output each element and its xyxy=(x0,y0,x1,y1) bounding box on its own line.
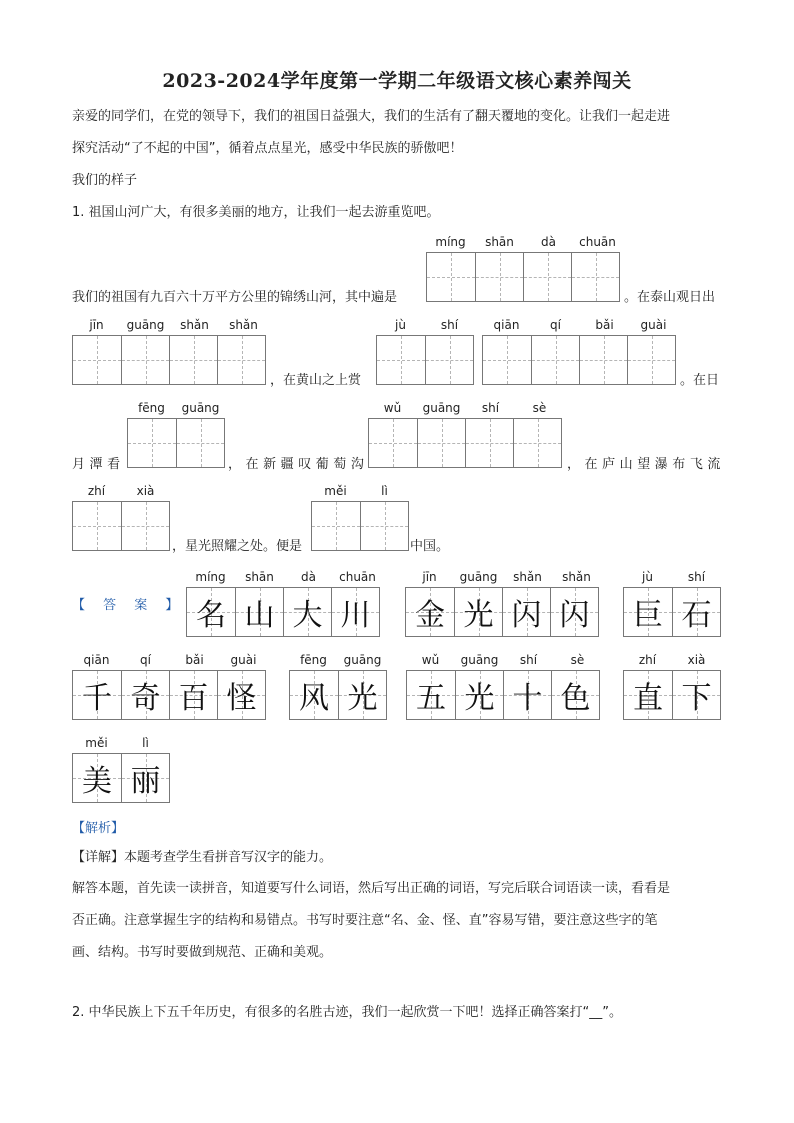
pinyin-label: shǎn xyxy=(513,570,542,584)
tianzige-cell xyxy=(579,336,627,384)
pinyin-label: jù xyxy=(395,318,406,332)
answer-character: 直 xyxy=(633,681,663,716)
tianzige-grid xyxy=(72,335,266,385)
q1-text-f: ，在新疆叹葡萄沟 xyxy=(228,457,369,472)
pinyin-label: lì xyxy=(381,484,388,498)
answer-character: 大 xyxy=(292,598,323,633)
tianzige-cell xyxy=(406,588,454,636)
tianzige-cell xyxy=(73,336,121,384)
tianzige-grid xyxy=(127,418,225,468)
tianzige-grid xyxy=(405,587,599,637)
tianzige-cell xyxy=(503,671,551,719)
tianzige-cell xyxy=(331,588,379,636)
tianzige-grid xyxy=(406,670,600,720)
q1-text-b: 。在泰山观日出 xyxy=(624,290,716,305)
pinyin-label: zhí xyxy=(87,484,106,498)
pinyin-label: sè xyxy=(532,401,547,415)
answer-character: 金 xyxy=(415,598,445,633)
pinyin-label: shǎn xyxy=(180,318,209,332)
tianzige-cell xyxy=(290,671,338,719)
tianzige-cell xyxy=(176,419,224,467)
answer-label: 【 答 案 】 xyxy=(72,598,186,613)
pinyin-label: shí xyxy=(519,653,538,667)
detail-line: 【详解】本题考查学生看拼音写汉字的能力。 xyxy=(72,850,333,865)
tianzige-cell xyxy=(624,588,672,636)
pinyin-label: shān xyxy=(245,570,274,584)
pinyin-label: jù xyxy=(642,570,653,584)
tianzige-cell xyxy=(369,419,417,467)
tianzige-cell xyxy=(73,671,121,719)
answer-character: 光 xyxy=(463,598,494,633)
explain-line-1: 解答本题，首先读一读拼音，知道要写什么词语，然后写出正确的词语，写完后联合词语读一读，看看是 xyxy=(72,881,671,896)
pinyin-label: qí xyxy=(550,318,561,332)
pinyin-label: fēng xyxy=(138,401,165,415)
tianzige-grid xyxy=(186,587,380,637)
pinyin-label: qiān xyxy=(493,318,520,332)
tianzige-cell xyxy=(672,588,720,636)
answer-character: 十 xyxy=(512,681,543,716)
tianzige-cell xyxy=(427,253,475,301)
pinyin-label: lì xyxy=(142,736,149,750)
tianzige-cell xyxy=(483,336,531,384)
tianzige-grid xyxy=(623,670,721,720)
q1-text-c: ，在黄山之上赏 xyxy=(270,373,362,388)
pinyin-label: guāng xyxy=(343,653,382,667)
explain-line-2: 否正确。注意掌握生字的结构和易错点。书写时要注意“名、金、怪、直”容易写错，要注意这些字的笔 xyxy=(72,913,658,928)
pinyin-label: dà xyxy=(541,235,556,249)
tianzige-cell xyxy=(169,336,217,384)
tianzige-cell xyxy=(73,502,121,550)
analysis-label: 【解析】 xyxy=(72,821,125,836)
pinyin-label: shān xyxy=(485,235,514,249)
tianzige-cell xyxy=(169,671,217,719)
tianzige-cell xyxy=(121,502,169,550)
answer-character: 怪 xyxy=(226,681,257,716)
answer-character: 五 xyxy=(416,681,446,716)
tianzige-cell xyxy=(627,336,675,384)
answer-character: 闪 xyxy=(559,598,590,633)
tianzige-grid xyxy=(72,753,170,803)
tianzige-grid xyxy=(368,418,562,468)
answer-character: 光 xyxy=(347,681,378,716)
answer-character: 丽 xyxy=(130,764,161,799)
q1-text-h: ，星光照耀之处。便是 xyxy=(172,539,303,554)
tianzige-cell xyxy=(312,502,360,550)
q1-text-i: 中国。 xyxy=(410,539,450,554)
pinyin-label: xià xyxy=(687,653,706,667)
pinyin-label: jīn xyxy=(89,318,104,332)
tianzige-cell xyxy=(502,588,550,636)
tianzige-cell xyxy=(465,419,513,467)
q2-stem: 2. 中华民族上下五千年历史，有很多的名胜古迹，我们一起欣赏一下吧！选择正确答案打“__”。 xyxy=(72,1005,623,1020)
answer-character: 下 xyxy=(681,681,712,716)
tianzige-cell xyxy=(425,336,473,384)
page-title: 2023-2024学年度第一学期二年级语文核心素养闯关 xyxy=(162,70,632,92)
tianzige-cell xyxy=(187,588,235,636)
pinyin-label: chuān xyxy=(579,235,616,249)
answer-character: 千 xyxy=(82,681,112,716)
pinyin-label: míng xyxy=(435,235,466,249)
answer-character: 美 xyxy=(82,764,112,799)
tianzige-cell xyxy=(550,588,598,636)
tianzige-cell xyxy=(283,588,331,636)
answer-character: 百 xyxy=(178,681,209,716)
pinyin-label: měi xyxy=(324,484,347,498)
pinyin-label: chuān xyxy=(339,570,376,584)
tianzige-grid xyxy=(623,587,721,637)
tianzige-cell xyxy=(128,419,176,467)
pinyin-label: wǔ xyxy=(383,401,402,415)
answer-character: 山 xyxy=(244,598,275,633)
tianzige-cell xyxy=(551,671,599,719)
pinyin-label: guāng xyxy=(126,318,165,332)
tianzige-grid xyxy=(426,252,620,302)
answer-character: 川 xyxy=(340,598,371,633)
pinyin-label: guài xyxy=(640,318,667,332)
pinyin-label: shí xyxy=(481,401,500,415)
tianzige-cell xyxy=(121,671,169,719)
tianzige-grid xyxy=(72,501,170,551)
q1-text-d: 。在日 xyxy=(680,373,720,388)
answer-character: 名 xyxy=(196,598,226,633)
pinyin-label: guāng xyxy=(459,570,498,584)
tianzige-cell xyxy=(121,336,169,384)
answer-character: 奇 xyxy=(130,681,161,716)
tianzige-cell xyxy=(531,336,579,384)
pinyin-label: qí xyxy=(140,653,151,667)
pinyin-label: shí xyxy=(687,570,706,584)
tianzige-cell xyxy=(217,671,265,719)
answer-character: 光 xyxy=(464,681,495,716)
pinyin-label: guāng xyxy=(422,401,461,415)
pinyin-label: wǔ xyxy=(421,653,440,667)
pinyin-label: měi xyxy=(85,736,108,750)
tianzige-cell xyxy=(360,502,408,550)
tianzige-grid xyxy=(72,670,266,720)
tianzige-grid xyxy=(482,335,676,385)
section-label: 我们的样子 xyxy=(72,173,138,188)
intro-line-1: 亲爱的同学们，在党的领导下，我们的祖国日益强大，我们的生活有了翻天覆地的变化。让我们一起走进 xyxy=(72,109,671,124)
answer-character: 风 xyxy=(299,681,329,716)
tianzige-cell xyxy=(121,754,169,802)
answer-character: 石 xyxy=(681,598,712,633)
tianzige-cell xyxy=(672,671,720,719)
tianzige-grid xyxy=(311,501,409,551)
answer-character: 闪 xyxy=(511,598,542,633)
tianzige-grid xyxy=(289,670,387,720)
pinyin-label: bǎi xyxy=(185,653,204,667)
tianzige-cell xyxy=(235,588,283,636)
tianzige-cell xyxy=(417,419,465,467)
tianzige-cell xyxy=(217,336,265,384)
tianzige-cell xyxy=(73,754,121,802)
pinyin-label: fēng xyxy=(300,653,327,667)
answer-character: 巨 xyxy=(633,598,663,633)
pinyin-label: bǎi xyxy=(595,318,614,332)
tianzige-cell xyxy=(454,588,502,636)
pinyin-label: shǎn xyxy=(562,570,591,584)
tianzige-cell xyxy=(377,336,425,384)
pinyin-label: zhí xyxy=(638,653,657,667)
pinyin-label: jīn xyxy=(422,570,437,584)
intro-line-2: 探究活动“了不起的中国”，循着点点星光，感受中华民族的骄傲吧！ xyxy=(72,141,463,156)
explain-line-3: 画、结构。书写时要做到规范、正确和美观。 xyxy=(72,945,333,960)
pinyin-label: guāng xyxy=(181,401,220,415)
tianzige-cell xyxy=(407,671,455,719)
pinyin-label: sè xyxy=(570,653,585,667)
pinyin-label: shǎn xyxy=(229,318,258,332)
pinyin-label: xià xyxy=(136,484,155,498)
q1-text-a: 我们的祖国有九百六十万平方公里的锦绣山河，其中遍是 xyxy=(72,290,398,305)
q1-stem: 1. 祖国山河广大，有很多美丽的地方，让我们一起去游重览吧。 xyxy=(72,205,440,220)
tianzige-cell xyxy=(338,671,386,719)
tianzige-cell xyxy=(455,671,503,719)
answer-character: 色 xyxy=(560,681,591,716)
tianzige-grid xyxy=(376,335,474,385)
pinyin-label: guài xyxy=(230,653,257,667)
q1-text-g: ，在庐山望瀑布飞流 xyxy=(567,457,725,472)
tianzige-cell xyxy=(523,253,571,301)
pinyin-label: shí xyxy=(440,318,459,332)
tianzige-cell xyxy=(475,253,523,301)
tianzige-cell xyxy=(624,671,672,719)
pinyin-label: míng xyxy=(195,570,226,584)
pinyin-label: qiān xyxy=(83,653,110,667)
pinyin-label: guāng xyxy=(460,653,499,667)
q1-text-e: 月潭看 xyxy=(72,457,125,472)
pinyin-label: dà xyxy=(301,570,316,584)
tianzige-cell xyxy=(513,419,561,467)
tianzige-cell xyxy=(571,253,619,301)
